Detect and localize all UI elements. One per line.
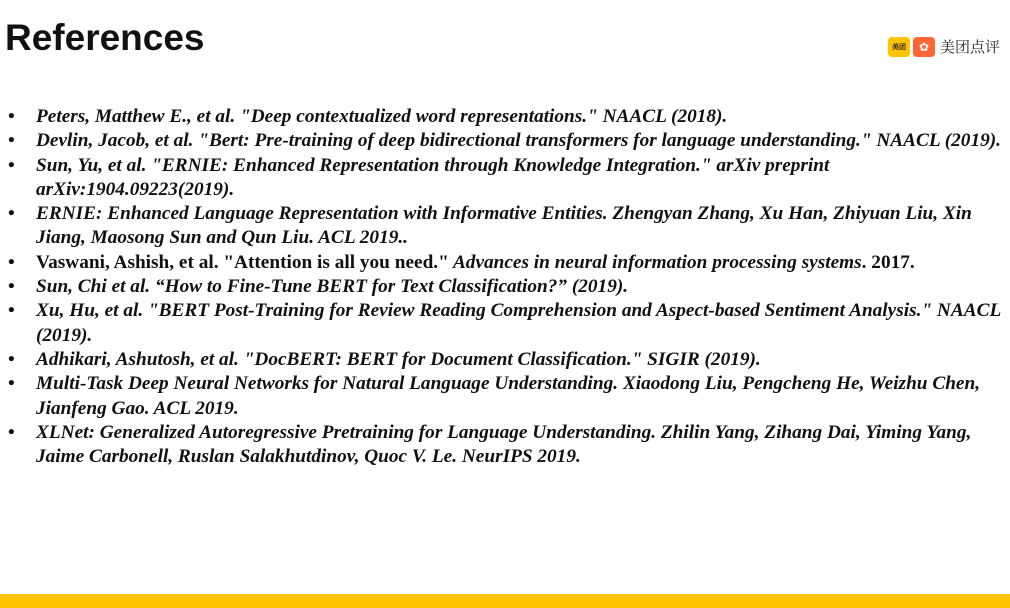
- reference-period: .: [861, 251, 867, 273]
- reference-item: • Adhikari, Ashutosh, et al. "DocBERT: BERT for Document Classification." SIGIR (2019).: [0, 348, 1008, 372]
- reference-list: [0, 105, 1008, 469]
- reference-item: • Sun, Chi et al. “How to Fine-Tune BERT for Text Classification?” (2019).: [0, 275, 1008, 299]
- page-title: References: [5, 17, 205, 58]
- footer-accent-bar: [0, 594, 1010, 608]
- reference-item: • ERNIE: Enhanced Language Representation with Informative Entities. Zhengyan Zhang, Xu Han, Zhiyuan Liu, Xin Jiang, Maosong Sun and Qun Liu. ACL 2019..: [0, 202, 1008, 251]
- reference-item: • Devlin, Jacob, et al. "Bert: Pre-training of deep bidirectional transformers for language understanding." NAACL (2019).: [0, 129, 1008, 153]
- reference-item-vaswani: [0, 251, 1008, 275]
- reference-item: • XLNet: Generalized Autoregressive Pretraining for Language Understanding. Zhilin Yang, Zihang Dai, Yiming Yang, Jaime Carbonell, Ruslan Salakhutdinov, Quoc V. Le. NeurIPS 2019.: [0, 421, 1008, 470]
- reference-item: • Xu, Hu, et al. "BERT Post-Training for Review Reading Comprehension and Aspect-based Sentiment Analysis." NAACL (2019).: [0, 299, 1008, 348]
- reference-item: • Sun, Yu, et al. "ERNIE: Enhanced Representation through Knowledge Integration." arXiv preprint arXiv:1904.09223(2019).: [0, 154, 1008, 203]
- meituan-badge-icon: 美团: [888, 37, 910, 57]
- dianping-logo-icon: ✿: [913, 37, 935, 57]
- reference-venue: Advances in neural information processing systems: [452, 251, 862, 273]
- reference-authors-title: Vaswani, Ashish, et al. "Attention is all you need.": [36, 251, 449, 273]
- brand-logo: [888, 36, 1000, 57]
- reference-year: 2017.: [871, 251, 915, 273]
- reference-item: • Peters, Matthew E., et al. "Deep contextualized word representations." NAACL (2018).: [0, 105, 1008, 129]
- brand-name: 美团点评: [939, 38, 1000, 56]
- reference-item: • Multi-Task Deep Neural Networks for Natural Language Understanding. Xiaodong Liu, Pengcheng He, Weizhu Chen, Jianfeng Gao. ACL 2019.: [0, 372, 1008, 421]
